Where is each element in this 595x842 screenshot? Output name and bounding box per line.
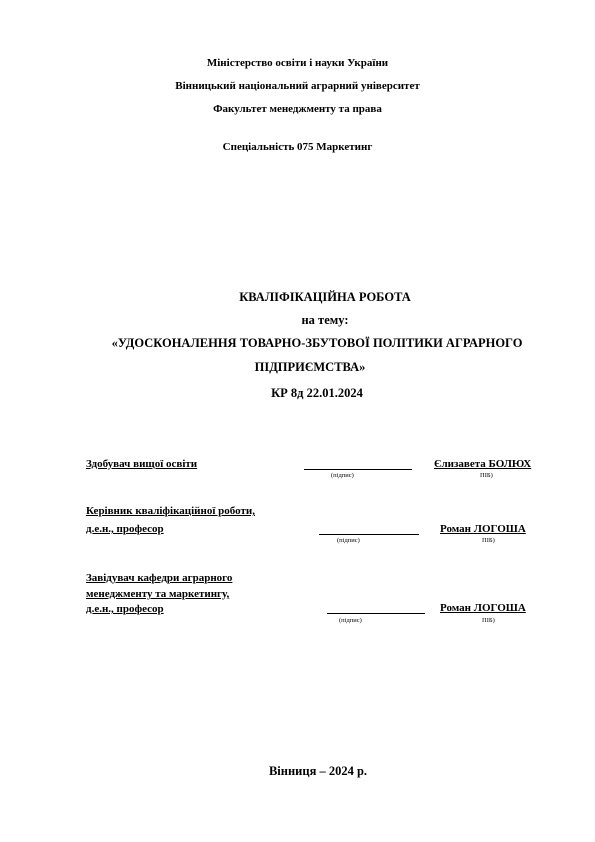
- specialty: Спеціальність 075 Маркетинг: [222, 141, 373, 153]
- student-signature-caption: (підпис): [331, 472, 354, 479]
- supervisor-role-line-1: Керівник кваліфікаційної роботи,: [86, 505, 255, 517]
- supervisor-signature-caption: (підпис): [337, 537, 360, 544]
- head-name: Роман ЛОГОША: [440, 602, 526, 614]
- head-role-line-3: д.е.н., професор: [86, 603, 164, 615]
- supervisor-signature-line: [319, 534, 419, 535]
- on-topic-label: на тему:: [301, 313, 349, 327]
- head-role-line-2: менеджменту та маркетингу,: [86, 588, 230, 600]
- work-type-title: КВАЛІФІКАЦІЙНА РОБОТА: [239, 290, 411, 304]
- student-name: Єлизавета БОЛЮХ: [434, 458, 532, 470]
- supervisor-role-line-2: д.е.н., професор: [86, 523, 164, 535]
- topic-line-2: ПІДПРИЄМСТВА»: [254, 360, 366, 374]
- faculty-name: Факультет менеджменту та права: [213, 103, 382, 115]
- ministry-name: Міністерство освіти і науки України: [206, 57, 389, 69]
- work-code: КР 8д 22.01.2024: [271, 386, 363, 400]
- head-role-line-1: Завідувач кафедри аграрного: [86, 572, 233, 584]
- head-name-caption: ПІБ): [482, 617, 495, 624]
- topic-line-1: «УДОСКОНАЛЕННЯ ТОВАРНО-ЗБУТОВОЇ ПОЛІТИКИ АГРАРНОГО: [111, 336, 523, 350]
- university-name: Вінницький національний аграрний університет: [175, 80, 420, 92]
- student-role: Здобувач вищої освіти: [86, 458, 198, 470]
- head-signature-caption: (підпис): [339, 617, 362, 624]
- city-year: Вінниця – 2024 р.: [268, 764, 368, 778]
- student-signature-line: [304, 469, 412, 470]
- student-name-caption: ПІБ): [480, 472, 493, 479]
- supervisor-name-caption: ПІБ): [482, 537, 495, 544]
- supervisor-name: Роман ЛОГОША: [440, 523, 526, 535]
- head-signature-line: [327, 613, 425, 614]
